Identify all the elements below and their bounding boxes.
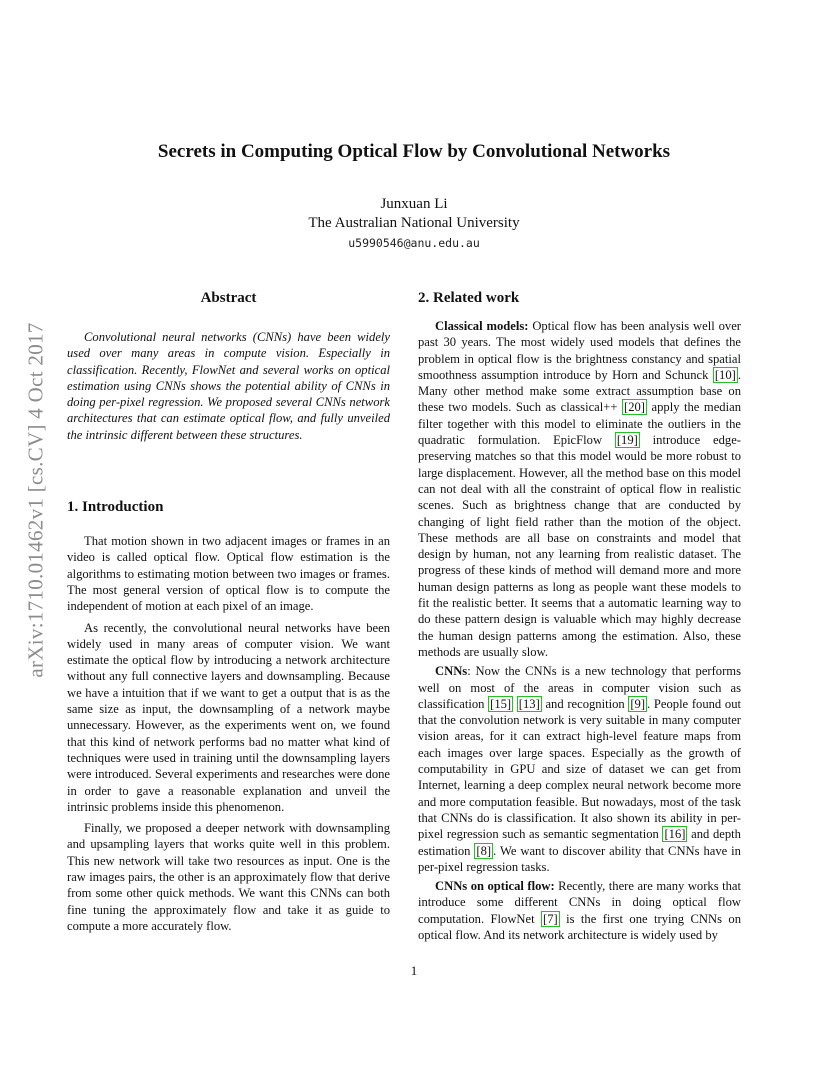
citation-link[interactable]: [8] [476, 843, 492, 858]
author-name: Junxuan Li [380, 196, 448, 212]
related-work-heading: 2. Related work [418, 290, 520, 306]
arxiv-watermark [14, 300, 58, 700]
paper-title: Secrets in Computing Optical Flow by Convolutional Networks [157, 141, 671, 162]
abstract-heading: Abstract [200, 290, 257, 306]
citation-link[interactable]: [15] [490, 696, 512, 711]
paragraph-text: . People found out that the convolution network is very suitable in many computer vision areas, for it can extract high-level feature maps from each images over large spaces. Especially as the growth of computability in GPU and size of dataset we can get from Internet, learning a deep complex neural network become more and more computation feasible. But nowadays, most of the task that CNNs do is classification. It also shown its ability in per-pixel regression such as semantic segmentation [418, 696, 741, 842]
classical-models-paragraph [418, 318, 741, 660]
citation-link[interactable]: [7] [543, 911, 558, 926]
citation-link[interactable]: [16] [664, 827, 686, 842]
cnns-optical-flow-paragraph [418, 878, 741, 943]
paragraph-text: and depth estimation [418, 827, 741, 858]
citation-link[interactable]: [13] [518, 696, 540, 711]
left-column [67, 288, 390, 934]
cnns-label: CNNs [435, 664, 468, 679]
paragraph-text: introduce edge-preserving matches so that this model would be more robust to large displacement. However, all the method base on this model can not deal with all the constraint of optical flow in realistic scenes. Such as brightness change that are conducted by changing of light field rather than the motion of the object. These methods are all base on constraints and model that design by human, not any learning from realistic dataset. The progress of these kinds of method will demand more and more human design patterns as long as people want these models to fit the realistic better. It seems that a automatic learning way to do these pattern design is valuable which may highly decrease the human design patterns among the estimation. Also, these methods are usually slow. [418, 433, 741, 659]
citation-link[interactable]: [19] [616, 433, 638, 448]
paragraph-text: : Now the CNNs is a new technology that performs well on most of the areas in computer vision such as classification [418, 664, 741, 711]
paragraph-text: apply the median filter together with this model to eliminate the outliers in the quadratic formulation. EpicFlow [418, 400, 741, 448]
citation-link[interactable]: [10] [714, 367, 736, 382]
paragraph-text: . Many other method make some extract assumption base on these two models. Such as classical++ [418, 367, 741, 415]
author-email: u5990546@anu.edu.au [348, 236, 480, 250]
intro-paragraph-3: Finally, we proposed a deeper network with downsampling and upsampling layers that works quite well in this problem. This new network will take two resources as input. One is the raw images pairs, the other is an approximately flow that derive from some other quick methods. We want this CNNs can both fine tuning the approximately flow and take it as guide to compute a more accurately flow. [67, 821, 390, 933]
intro-paragraph-2: As recently, the convolutional neural networks have been widely used in many areas of computer vision. We want estimate the optical flow by introducing a network architecture without any full connective layers and downsampling. Because we have a intuition that if we want to get a output that is as the same size as input, the downsampling of a network maybe unnecessary. However, as the experiments went on, we found that this kind of network performs bad no matter what kind of techniques were used in training until the downsampling layers were introduced. Several experiments and researches were done in order to gave a reasonable explanation and unveil the intrinsic problems inside this phenomenon. [67, 620, 390, 814]
paragraph-text: . We want to discover ability that CNNs have in per-pixel regression tasks. [418, 843, 741, 874]
cnns-optical-flow-label: CNNs on optical flow: [435, 879, 555, 894]
cnns-paragraph [418, 663, 741, 875]
right-column [418, 288, 741, 943]
introduction-heading: 1. Introduction [67, 499, 164, 516]
arxiv-id: arXiv:1710.01462v1 [cs.CV] 4 Oct 2017 [23, 322, 48, 678]
page-number: 1 [410, 963, 418, 978]
intro-paragraph-1: That motion shown in two adjacent images or frames in an video is called optical flow. Optical flow estimation is the algorithms to estimating motion between two images or frames. The most general version of optical flow is to compute the independent of motion at each pixel of an image. [67, 534, 390, 614]
citation-link[interactable]: [9] [630, 696, 646, 711]
author-affiliation: The Australian National University [308, 215, 520, 231]
paragraph-text: Recently, there are many works that introduce some different CNNs in doing optical flow computation. FlowNet [418, 879, 741, 926]
paragraph-text: Optical flow has been analysis well over past 30 years. The most widely used models that defines the problem in optical flow is the brightness constancy and spatial smoothness assumption introduce by Horn and Schunck [418, 319, 742, 382]
paragraph-text: is the first one trying CNNs on optical flow. And its network architecture is widely used by [418, 911, 741, 942]
citation-link[interactable]: [20] [624, 400, 645, 415]
abstract-text: Convolutional neural networks (CNNs) have been widely used over many areas in compute vision. Especially in classification. Recently, FlowNet and several works on optical estimation using CNNs shows the potential ability of CNNs in doing per-pixel regression. We proposed several CNNs network architectures that can estimate optical flow, and fully unveiled the intrinsic different between these structures. [67, 330, 390, 442]
classical-models-label: Classical models: [435, 319, 529, 333]
paragraph-text: and recognition [541, 696, 629, 711]
